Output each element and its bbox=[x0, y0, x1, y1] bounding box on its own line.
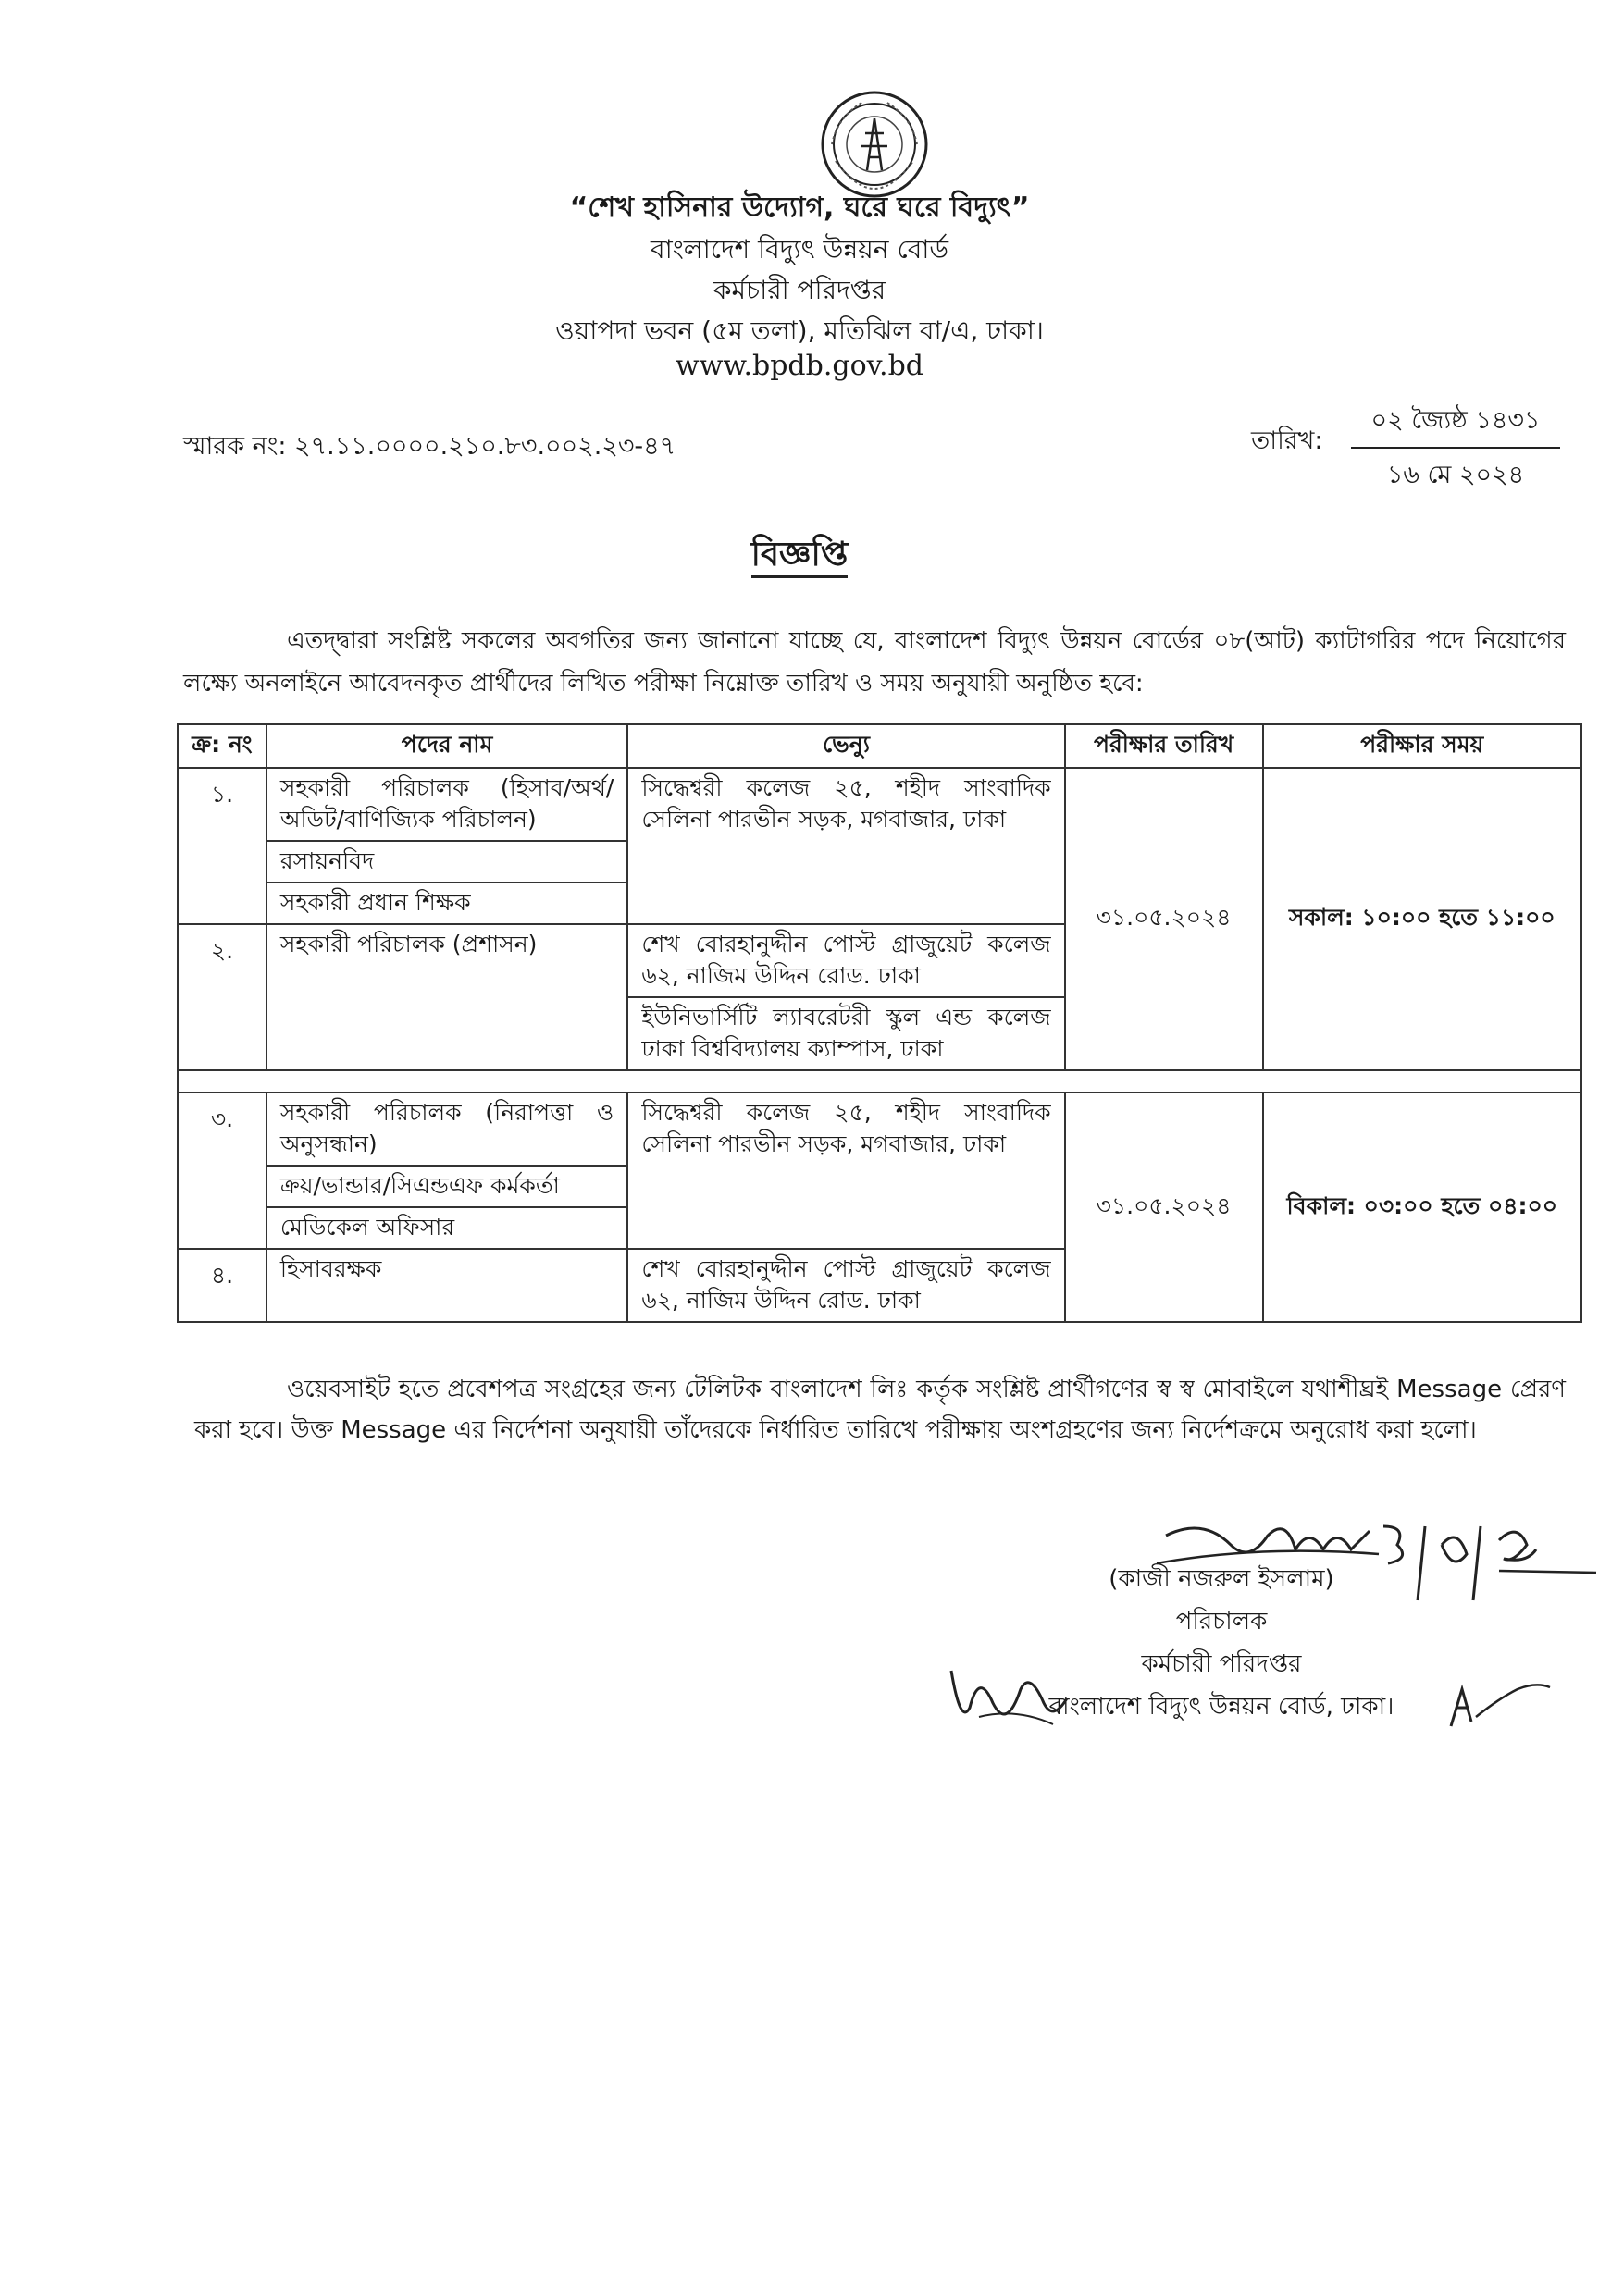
header-date: পরীক্ষার তারিখ bbox=[1065, 724, 1263, 768]
venue-cell bbox=[627, 1092, 1064, 1249]
venue-text: ইউনিভার্সিটি ল্যাবরেটরী স্কুল এন্ড কলেজ ঢাকা বিশ্ববিদ্যালয় ক্যাম্পাস, ঢাকা bbox=[628, 996, 1063, 1069]
post-name: সহকারী পরিচালক (প্রশাসন) bbox=[279, 931, 538, 957]
initial-signature-right bbox=[1444, 1671, 1555, 1735]
table-spacer-row bbox=[178, 1070, 1581, 1092]
post-cell bbox=[266, 768, 627, 924]
header-serial: ক্র: নং bbox=[178, 724, 266, 768]
serial-cell: ২. bbox=[178, 924, 266, 1070]
post-cell bbox=[266, 1249, 627, 1322]
table-row bbox=[178, 1092, 1581, 1249]
table-header-row bbox=[178, 724, 1581, 768]
post-name: মেডিকেল অফিসার bbox=[267, 1206, 626, 1248]
post-name: সহকারী পরিচালক (নিরাপত্তা ও অনুসন্ধান) bbox=[279, 1099, 614, 1157]
notice-title bbox=[0, 529, 1599, 585]
venue-text: শেখ বোরহানুদ্দীন পোস্ট গ্রাজুয়েট কলেজ ৬২, নাজিম উদ্দিন রোড. ঢাকা bbox=[641, 931, 1051, 989]
exam-date-cell: ৩১.০৫.২০২৪ bbox=[1065, 1092, 1263, 1322]
post-name: সহকারী প্রধান শিক্ষক bbox=[267, 882, 626, 923]
header-time: পরীক্ষার সময় bbox=[1263, 724, 1581, 768]
initial-signature-left bbox=[942, 1652, 1072, 1741]
bpdb-logo bbox=[819, 89, 930, 200]
notice-intro: এতদ্দ্বারা সংশ্লিষ্ট সকলের অবগতির জন্য জানানো যাচ্ছে যে, বাংলাদেশ বিদ্যুৎ উন্নয়ন বোর্ডের ০৮(আট) ক্যাটাগরির পদে নিয়োগের লক্ষ্যে অনলাইনে আবেদনকৃত প্রার্থীদের লিখিত পরীক্ষা নিম্নোক্ত তারিখ ও সময় অনুযায়ী অনুষ্ঠিত হবে: bbox=[183, 627, 1566, 697]
venue-text: সিদ্ধেশ্বরী কলেজ ২৫, শহীদ সাংবাদিক সেলিনা পারভীন সড়ক, মগবাজার, ঢাকা bbox=[641, 1099, 1051, 1157]
venue-cell bbox=[627, 924, 1064, 1070]
post-name: সহকারী পরিচালক (হিসাব/অর্থ/অডিট/বাণিজ্যিক পরিচালন) bbox=[279, 774, 614, 833]
serial-cell: ৩. bbox=[178, 1092, 266, 1249]
exam-schedule-table bbox=[177, 723, 1582, 1323]
admit-card-instructions: ওয়েবসাইট হতে প্রবেশপত্র সংগ্রহের জন্য টেলিটক বাংলাদেশ লিঃ কর্তৃক সংশ্লিষ্ট প্রার্থীগণের স্ব স্ব মোবাইলে যথাশীঘ্রই Message প্রেরণ করা হবে। উক্ত Message এর নির্দেশনা অনুযায়ী তাঁদেরকে নির্ধারিত তারিখে পরীক্ষায় অংশগ্রহণের জন্য নির্দেশক্রমে অনুরোধ করা হলো। bbox=[194, 1376, 1566, 1444]
exam-date-cell: ৩১.০৫.২০২৪ bbox=[1065, 768, 1263, 1070]
date-label: তারিখ: bbox=[1251, 426, 1323, 455]
date-gregorian: ১৬ মে ২০২৪ bbox=[1386, 461, 1525, 489]
venue-text: সিদ্ধেশ্বরী কলেজ ২৫, শহীদ সাংবাদিক সেলিনা পারভীন সড়ক, মগবাজার, ঢাকা bbox=[641, 774, 1051, 833]
signatory-name: (কাজী নজরুল ইসলাম) bbox=[1109, 1565, 1334, 1593]
signatory-department: কর্মচারী পরিদপ্তর bbox=[1141, 1650, 1302, 1678]
serial-cell: ৪. bbox=[178, 1249, 266, 1322]
post-name: রসায়নবিদ bbox=[267, 840, 626, 882]
post-cell bbox=[266, 924, 627, 1070]
office-address: ওয়াপদা ভবন (৫ম তলা), মতিঝিল বা/এ, ঢাকা। bbox=[555, 315, 1044, 346]
header-venue: ভেন্যু bbox=[627, 724, 1064, 768]
post-name: ক্রয়/ভান্ডার/সিএন্ডএফ কর্মকর্তা bbox=[267, 1165, 626, 1206]
signatory-designation: পরিচালক bbox=[1175, 1608, 1268, 1636]
notice-title-text: বিজ্ঞপ্তি bbox=[751, 536, 849, 578]
website: www.bpdb.gov.bd bbox=[676, 350, 923, 382]
table-row bbox=[178, 768, 1581, 924]
serial-cell: ১. bbox=[178, 768, 266, 924]
organization-name: বাংলাদেশ বিদ্যুৎ উন্নয়ন বোর্ড bbox=[650, 234, 949, 265]
post-name: হিসাবরক্ষক bbox=[279, 1255, 382, 1282]
venue-text: শেখ বোরহানুদ্দীন পোস্ট গ্রাজুয়েট কলেজ ৬২, নাজিম উদ্দিন রোড. ঢাকা bbox=[641, 1255, 1051, 1314]
post-cell bbox=[266, 1092, 627, 1249]
slogan: “শেখ হাসিনার উদ্যোগ, ঘরে ঘরে বিদ্যুৎ” bbox=[569, 191, 1030, 224]
venue-cell bbox=[627, 1249, 1064, 1322]
date-box bbox=[1351, 401, 1560, 498]
spacer-cell bbox=[178, 1070, 1581, 1092]
header-post: পদের নাম bbox=[266, 724, 627, 768]
date-bangla: ০২ জ্যৈষ্ঠ ১৪৩১ bbox=[1351, 401, 1560, 449]
memo-reference: স্মারক নং: ২৭.১১.০০০০.২১০.৮৩.০০২.২৩-৪৭ bbox=[183, 432, 676, 461]
exam-time-cell: সকাল: ১০:০০ হতে ১১:০০ bbox=[1263, 768, 1581, 1070]
venue-cell bbox=[627, 768, 1064, 924]
signatory-organization: বাংলাদেশ বিদ্যুৎ উন্নয়ন বোর্ড, ঢাকা। bbox=[1048, 1693, 1394, 1721]
department-name: কর্মচারী পরিদপ্তর bbox=[713, 275, 886, 305]
exam-time-cell: বিকাল: ০৩:০০ হতে ০৪:০০ bbox=[1263, 1092, 1581, 1322]
